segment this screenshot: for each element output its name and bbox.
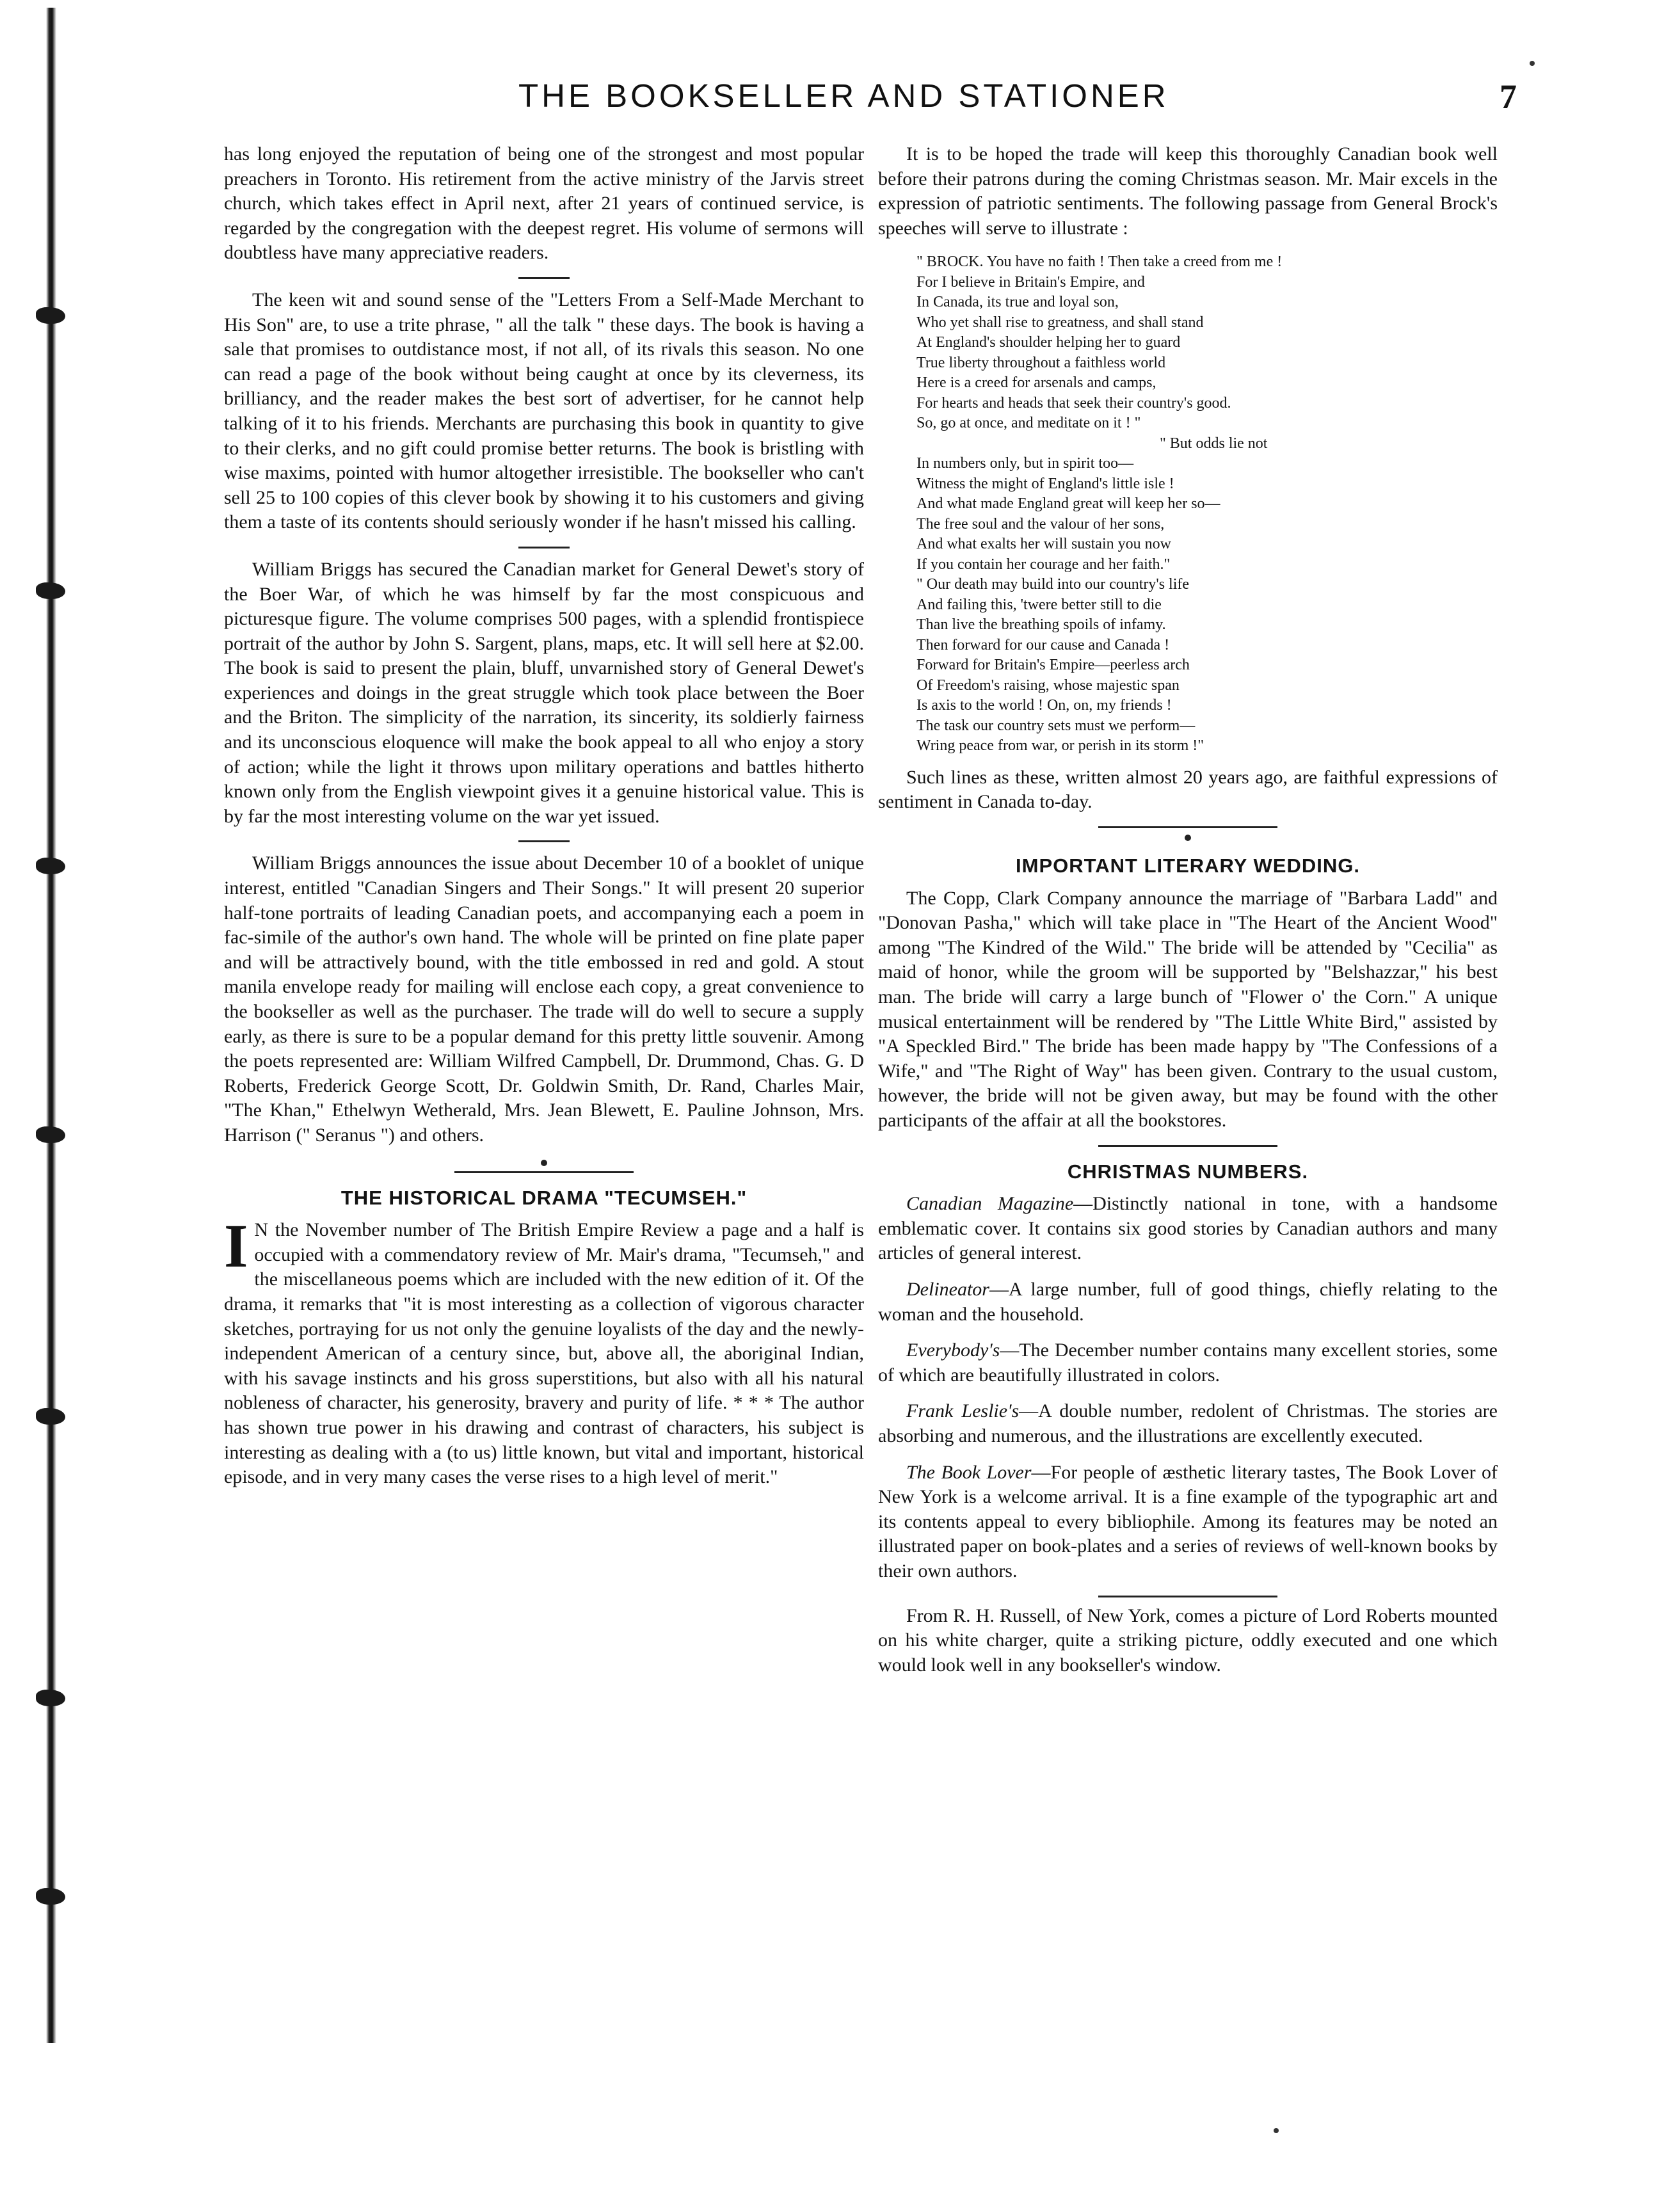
- poem-line: The task our country sets must we perform—: [916, 717, 1196, 734]
- poem-line: In Canada, its true and loyal son,: [916, 294, 1119, 311]
- binding-stitch: [36, 582, 65, 599]
- periodical-title: Delineator: [906, 1278, 989, 1300]
- paragraph-canadian-singers: William Briggs announces the issue about December 10 of a booklet of unique interest, entitled "Canadian Singers and Their Songs." It will present 20 superior half-tone portraits of leading Canadian poets, and accompanying each a poem in fac-simile of the author's own hand. The whole will be printed on fine plate paper and will be attractively bound, with the title embossed in red and gold. A stout manila envelope ready for mailing will enclose each copy, a great convenience to the bookseller as well as the purchaser. The trade will do well to secure a supply early, as there is sure to be a popular demand for this pretty little souvenir. Among the poets represented are: William Wilfred Campbell, Dr. Drummond, Chas. G. D Roberts, Frederick George Scott, Dr. Goldwin Smith, Dr. Rand, Charles Mair, "The Khan," Ethelwyn Wetherald, Mrs. Jean Blewett, E. Pauline Johnson, Mrs. Harrison (" Seranus ") and others.: [224, 852, 864, 1146]
- poem-line: And failing this, 'twere better still to die: [916, 596, 1162, 613]
- binding-stitch: [36, 1408, 65, 1425]
- paragraph-lines-faithful: Such lines as these, written almost 20 years ago, are faithful expressions of sentiment in Canada to-day.: [878, 766, 1498, 813]
- print-speck: [1530, 61, 1535, 66]
- poem-line: " BROCK. You have no faith ! Then take a creed from me !: [916, 253, 1283, 271]
- paragraph-self-made-merchant: The keen wit and sound sense of the "Letters From a Self-Made Merchant to His Son" are, to use a trite phrase, " all the talk " these days. The book is having a sale that promises to outdistance most, if not all, of its rivals this season. No one can read a page of the book without being caught at once by its cleverness, its brilliancy, and the reader makes the best sort of advertiser, for he cannot help talking of it to his friends. Merchants are purchasing this book in quantity to give to their clerks, and no gift could promise better returns. The book is bristling with wise maxims, pointed with humor altogether irresistible. The bookseller who can't sell 25 to 100 copies of this clever book by showing it to his customers and giving them a taste of its contents should seriously wonder if he hasn't missed his calling.: [224, 289, 864, 533]
- paragraph-tecumseh-review: [224, 1212, 864, 1490]
- periodical-title: The Book Lover: [906, 1461, 1032, 1483]
- poem-line: Than live the breathing spoils of infamy.: [916, 616, 1166, 634]
- periodical-note: —For people of æsthetic literary tastes, The Book Lover of New York is a welcome arrival. It is a fine example of the typographic art and its contents appeal to every bibliophile. Among its features may be noted an illustrated paper on book-plates and a series of reviews of well-known books by their own authors.: [878, 1461, 1498, 1581]
- periodical-note: —The December number contains many excellent stories, some of which are beautifully illustrated in colors.: [878, 1340, 1498, 1386]
- paragraph-briggs-sermons: has long enjoyed the reputation of being one of the strongest and most popular preachers in Toronto. His retirement from the active ministry of the Jarvis street church, which takes effect in April next, after 21 years of continued service, is regarded by the congregation with the deepest regret. His volume of sermons will doubtless have many appreciative readers.: [224, 143, 864, 264]
- poem-line: For I believe in Britain's Empire, and: [916, 273, 1145, 291]
- poem-line: Is axis to the world ! On, on, my friends !: [916, 697, 1172, 714]
- periodical-note: —A double number, redolent of Christmas. The stories are absorbing and numerous, and the illustrations are excellently executed.: [878, 1400, 1498, 1446]
- binding-stitch: [36, 1126, 65, 1143]
- left-column: [224, 142, 864, 1501]
- poem-line: Forward for Britain's Empire—peerless arch: [916, 657, 1190, 674]
- periodical-title: Canadian Magazine: [906, 1193, 1074, 1215]
- section-rule: [518, 277, 570, 279]
- poem-line: The free soul and the valour of her sons,: [916, 515, 1165, 532]
- paragraph-lord-roberts-picture: From R. H. Russell, of New York, comes a picture of Lord Roberts mounted on his white charger, quite a striking picture, oddly executed and one which would look well in any bookseller's window.: [878, 1605, 1498, 1676]
- section-rule: [1098, 1596, 1277, 1597]
- periodical-title: Everybody's: [906, 1340, 1000, 1361]
- poem-line: And what made England great will keep her so—: [916, 495, 1220, 513]
- poem-line: Witness the might of England's little isle !: [916, 475, 1174, 492]
- heading-literary-wedding: IMPORTANT LITERARY WEDDING.: [1016, 854, 1360, 877]
- periodical-title: Frank Leslie's: [906, 1400, 1020, 1422]
- section-dot: [1185, 835, 1191, 841]
- poem-line: So, go at once, and meditate on it ! ": [916, 415, 1141, 432]
- page-number: 7: [1500, 77, 1517, 116]
- heading-tecumseh: THE HISTORICAL DRAMA "TECUMSEH.": [340, 1186, 748, 1209]
- paragraph-mair-patriotic: It is to be hoped the trade will keep this thoroughly Canadian book well before their patrons during the coming Christmas season. Mr. Mair excels in the expression of patriotic sentiments. The following passage from General Brock's speeches will serve to illustrate :: [878, 143, 1498, 239]
- section-rule: [454, 1171, 634, 1173]
- section-dot: [541, 1160, 547, 1166]
- poem-line: Of Freedom's raising, whose majestic span: [916, 676, 1180, 694]
- section-rule: [1098, 826, 1277, 828]
- poem-line: " But odds lie not: [1160, 435, 1268, 452]
- christmas-item-frank-leslies: [878, 1399, 1498, 1448]
- heading-christmas-numbers: CHRISTMAS NUMBERS.: [1067, 1160, 1309, 1183]
- poem-line: And what exalts her will sustain you now: [916, 536, 1171, 553]
- poem-line: At England's shoulder helping her to guard: [916, 334, 1181, 351]
- poem-line: Then forward for our cause and Canada !: [916, 636, 1170, 653]
- periodical-note: —Distinctly national in tone, with a handsome emblematic cover. It contains six good stories by Canadian authors and many articles of general interest.: [878, 1193, 1498, 1264]
- paragraph-dewet-boer-war: William Briggs has secured the Canadian market for General Dewet's story of the Boer War, of which he was himself by far the most conspicuous and picturesque figure. The volume comprises 500 pages, with a splendid frontispiece portrait of the author by John S. Sargent, plans, maps, etc. It will sell here at $2.00. The book is said to present the plain, bluff, unvarnished story of General Dewet's experiences and doings in the great struggle which took place between the Boer and the Briton. The simplicity of the narration, its sincerity, its soldierly fairness and its unconscious eloquence will make the book appeal to all who enjoy a story of action; while the light it throws upon military operations and battles hitherto known only from the English viewpoint gives it a genuine historical value. This is by far the most interesting volume on the war yet issued.: [224, 558, 864, 827]
- paragraph-tecumseh-text: N the November number of The British Empire Review a page and a half is occupied with a commendatory review of Mr. Mair's drama, "Tecumseh," and the miscellaneous poems which are included with the new edition of it. Of the drama, it remarks that "it is most interesting as a collection of vigorous character sketches, portraying for us not only the genuine loyalists of the day and the newly-independent American of a century since, but, above all, the aboriginal Indian, with his savage instincts and his gross superstitions, but also with all his natural nobleness of character, his generosity, bravery and purity of life. * * * The author has shown true power in his drawing and contrast of characters, his subject is interesting as dealing with a (to us) little known, but vital and important, historical episode, and in very many cases the verse rises to a high level of merit.": [224, 1219, 864, 1488]
- print-speck: [1274, 2128, 1279, 2133]
- christmas-item-everybodys: [878, 1338, 1498, 1388]
- binding-stitch: [36, 307, 65, 324]
- christmas-item-canadian-magazine: [878, 1192, 1498, 1266]
- paragraph-copp-clark-wedding: The Copp, Clark Company announce the marriage of "Barbara Ladd" and "Donovan Pasha," which will take place in "The Heart of the Ancient Wood" among "The Kindred of the Wild." The bride will be attended by "Cecilia" as maid of honor, while the groom will be supported by "Belshazzar," his best man. The bride will carry a large bunch of "Flower o' the Corn." A unique musical entertainment will be rendered by "The Little White Bird," assisted by "A Speckled Bird." The bride has been made happy by "The Confessions of a Wife," and "The Right of Way" has been given. Contrary to the usual custom, however, the bride will not be given away, but may be found with the other participants of the affair at all the bookstores.: [878, 887, 1498, 1131]
- poem-line: True liberty throughout a faithless world: [916, 354, 1166, 371]
- binding-stitch: [36, 1690, 65, 1706]
- poem-line: In numbers only, but in spirit too—: [916, 455, 1134, 472]
- binding-stitch: [36, 858, 65, 874]
- christmas-item-book-lover: [878, 1461, 1498, 1584]
- running-head: [211, 77, 1517, 134]
- brock-poem: [916, 252, 1498, 756]
- poem-line: Who yet shall rise to greatness, and shall stand: [916, 314, 1204, 331]
- poem-line: " Our death may build into our country's life: [916, 576, 1190, 593]
- christmas-item-delineator: [878, 1277, 1498, 1327]
- poem-line: Wring peace from war, or perish in its storm !": [916, 737, 1204, 755]
- binding-stitch: [36, 1888, 65, 1905]
- periodical-note: —A large number, full of good things, chiefly relating to the woman and the household.: [878, 1278, 1498, 1325]
- poem-line: For hearts and heads that seek their country's good.: [916, 394, 1231, 412]
- section-rule: [1098, 1145, 1277, 1147]
- drop-cap: I: [224, 1212, 248, 1281]
- poem-line: If you contain her courage and her faith.": [916, 556, 1171, 573]
- publication-title: THE BOOKSELLER AND STATIONER: [518, 77, 1169, 114]
- section-rule: [518, 547, 570, 548]
- poem-line: Here is a creed for arsenals and camps,: [916, 374, 1156, 392]
- section-rule: [518, 840, 570, 842]
- right-column: [878, 142, 1498, 1689]
